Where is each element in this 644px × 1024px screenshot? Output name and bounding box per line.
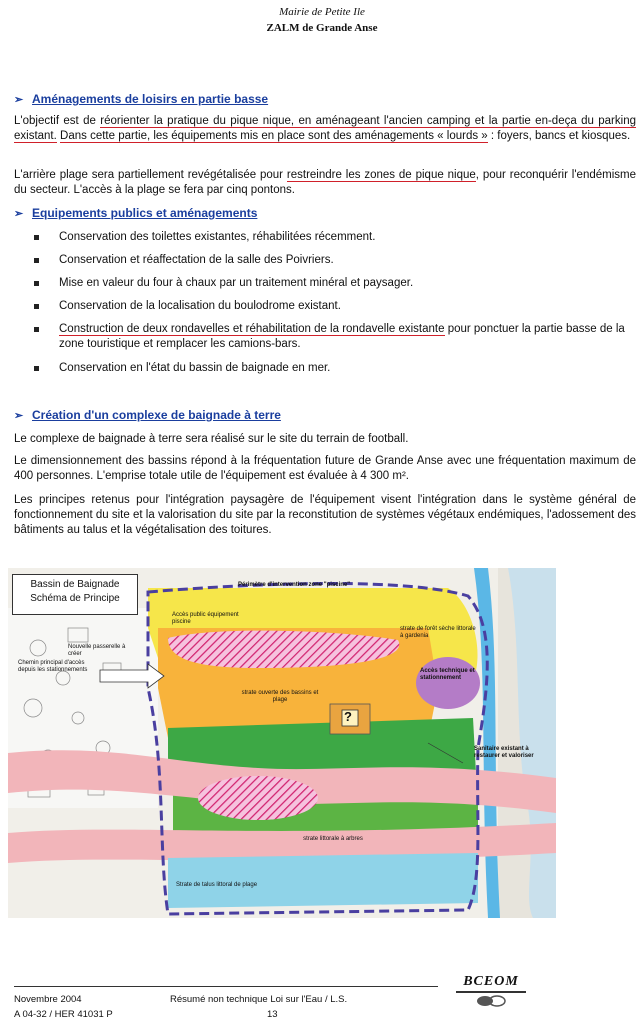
path-label: Chemin principal d'accès depuis les stationnements xyxy=(18,660,88,673)
list-item: Conservation des toilettes existantes, réhabilitées récemment. xyxy=(38,230,638,245)
paragraph-complexe: Le complexe de baignade à terre sera réalisé sur le site du terrain de football. xyxy=(14,433,409,445)
coastal-strata-label: strate littorale à arbres xyxy=(303,836,363,842)
section-heading-loisirs: ➢ Aménagements de loisirs en partie basse xyxy=(14,92,269,106)
sanitary-label: Sanitaire existant à restaurer et valoriser xyxy=(474,746,534,759)
footbridge-label: Nouvelle passerelle à créer xyxy=(68,644,126,657)
section-heading-baignade: ➢ Création d'un complexe de baignade à terre xyxy=(14,408,281,422)
arrow-bullet-icon: ➢ xyxy=(14,409,24,422)
list-item: Construction de deux rondavelles et réhabilitation de la rondavelle existante pour ponctuer la partie basse de la zone touristique et remplacer les camions-bars. xyxy=(38,322,638,352)
list-item: Mise en valeur du four à chaux par un traitement minéral et paysager. xyxy=(38,276,638,291)
list-item: Conservation et réaffectation de la salle des Poivriers. xyxy=(38,253,638,268)
map-legend-box: Bassin de Baignade Schéma de Principe xyxy=(12,574,138,615)
perimeter-label: Périmètre d'intervention zone "piscine" xyxy=(238,582,351,588)
logo-mark-icon xyxy=(471,995,511,1007)
list-item: Conservation en l'état du bassin de baignade en mer. xyxy=(38,361,638,376)
section-heading-equipements: ➢ Equipements publics et aménagements xyxy=(14,206,258,220)
footer-title: Résumé non technique Loi sur l'Eau / L.S. xyxy=(170,994,348,1005)
list-item: Conservation de la localisation du boulodrome existant. xyxy=(38,299,638,314)
open-strata-label: strate ouverte des bassins et plage xyxy=(241,690,319,703)
site-plan-map xyxy=(8,568,556,918)
bceom-logo: BCEOM xyxy=(448,974,534,1012)
footer-rule xyxy=(14,986,438,987)
paragraph-arriere-plage: L'arrière plage sera partiellement revégétalisée pour restreindre les zones de pique nique, pour reconquérir l'endémisme du secteur. L'accès à la plage se fera par cinq pontons. xyxy=(14,169,636,196)
building-question-mark: ? xyxy=(344,709,352,724)
page-number: 13 xyxy=(267,1009,278,1020)
arrow-bullet-icon: ➢ xyxy=(14,207,24,220)
paragraph-principes: Les principes retenus pour l'intégration paysagère de l'équipement visent l'intégration dans le système général de fonctionnement du site et la valorisation du site par la reconstitution de systèmes végétaux endémiques, l'adossement des bâtiments au talus et la végétalisation des toitures. xyxy=(14,494,636,536)
header-project: ZALM de Grande Anse xyxy=(266,22,378,34)
forest-strata-label: strate de forêt sèche littorale à gardenia xyxy=(400,626,476,639)
paragraph-dimensionnement: Le dimensionnement des bassins répond à la fréquentation future de Grande Anse avec une fréquentation maximum de 400 personnes. L'emprise totale utile de l'équipement est évaluée à 4 300 m². xyxy=(14,455,636,482)
paragraph-objectif: L'objectif est de réorienter la pratique du pique nique, en aménageant l'ancien camping et la partie en-deça du parking existant. Dans cette partie, les équipements mis en place sont des aménagements « lourds » : foyers, bancs et kiosques. xyxy=(14,115,636,142)
footer-ref: A 04-32 / HER 41031 P xyxy=(14,1009,113,1020)
arrow-bullet-icon: ➢ xyxy=(14,93,24,106)
footer-date: Novembre 2004 xyxy=(14,994,82,1005)
header-town: Mairie de Petite Ile xyxy=(279,6,365,18)
technical-access-label: Accès technique et stationnement xyxy=(420,668,475,681)
talus-strata-label: Strate de talus littoral de plage xyxy=(176,882,258,888)
access-label: Accès public équipement piscine xyxy=(172,612,239,625)
